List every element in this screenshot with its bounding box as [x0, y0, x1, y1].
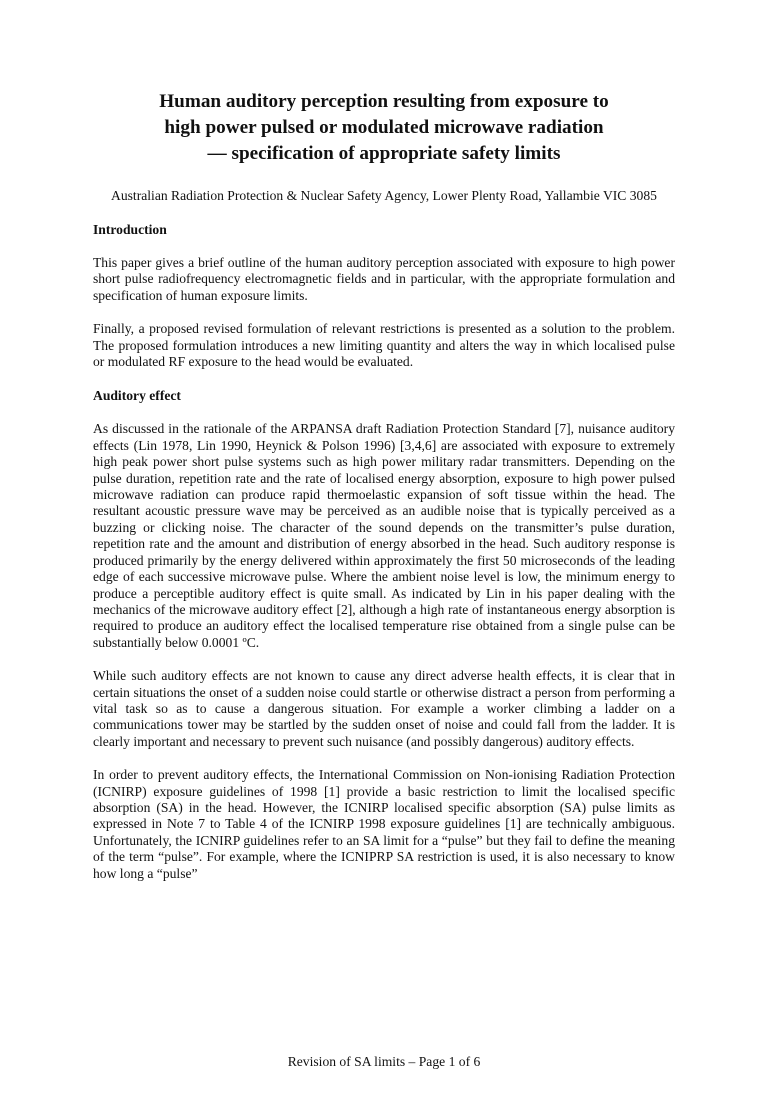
page-footer: Revision of SA limits – Page 1 of 6: [287, 1054, 481, 1069]
title-line-3: — specification of appropriate safety limits: [207, 143, 561, 164]
section-heading-auditory-effect: Auditory effect: [93, 388, 181, 404]
title-line-2: high power pulsed or modulated microwave radiation: [164, 117, 604, 138]
auditory-paragraph-3: In order to prevent auditory effects, the International Commission on Non-ionising Radiation Protection (ICNIRP) exposure guidelines of 1998 [1] provide a basic restriction to limit the localised specific absorption (SA) in the head. However, the ICNIRP localised specific absorption (SA) pulse limits as expressed in Note 7 to Table 4 of the ICNIRP 1998 exposure guidelines [1] are technically ambiguous. Unfortunately, the ICNIRP guidelines refer to an SA limit for a “pulse” but they fail to define the meaning of the term “pulse”. For example, where the ICNIPRP SA restriction is used, it is also necessary to know how long a “pulse”: [93, 767, 675, 881]
auditory-paragraph-2: While such auditory effects are not known to cause any direct adverse health effects, it is clear that in certain situations the onset of a sudden noise could startle or otherwise distract a person from performing a vital task so as to cause a dangerous situation. For example a worker climbing a ladder on a communications tower may be startled by the sudden onset of noise and could fall from the ladder. It is clearly important and necessary to prevent such nuisance (and possibly dangerous) auditory effects.: [93, 668, 675, 749]
title-line-1: Human auditory perception resulting from exposure to: [159, 91, 609, 112]
paper-title: [93, 89, 675, 167]
intro-paragraph-2: Finally, a proposed revised formulation of relevant restrictions is presented as a solution to the problem. The proposed formulation introduces a new limiting quantity and alters the way in which localised pulse or modulated RF exposure to the head would be evaluated.: [93, 321, 675, 370]
section-heading-introduction: Introduction: [93, 222, 167, 237]
author-affiliation: Australian Radiation Protection & Nuclear Safety Agency, Lower Plenty Road, Yallambie VIC 3085: [111, 188, 657, 203]
document-page: [0, 89, 768, 1113]
intro-paragraph-1: This paper gives a brief outline of the human auditory perception associated with exposure to high power short pulse radiofrequency electromagnetic fields and in particular, with the appropriate formulation and specification of human exposure limits.: [93, 255, 675, 303]
auditory-paragraph-1: As discussed in the rationale of the ARPANSA draft Radiation Protection Standard [7], nuisance auditory effects (Lin 1978, Lin 1990, Heynick & Polson 1996) [3,4,6] are associated with exposure to extremely high peak power short pulse systems such as high power military radar transmitters. Depending on the pulse duration, repetition rate and the rate of localised energy absorption, exposure to high power pulsed microwave radiation can produce rapid thermoelastic expansion of soft tissue within the head. The resultant acoustic pressure wave may be perceived as an audible noise that is typically perceived as a buzzing or clicking noise. The character of the sound depends on the transmitter’s pulse duration, repetition rate and the amount and distribution of energy absorbed in the head. Such auditory response is produced primarily by the energy delivered within approximately the first 50 microseconds of the leading edge of each successive microwave pulse. Where the ambient noise level is low, the minimum energy to produce a perceptible auditory effect is quite small. As indicated by Lin in his paper dealing with the mechanics of the microwave auditory effect [2], although a high rate of instantaneous energy absorption is required to produce an auditory effect the localised temperature rise obtained from a single pulse can be substantially below 0.0001 ºC.: [93, 421, 675, 650]
